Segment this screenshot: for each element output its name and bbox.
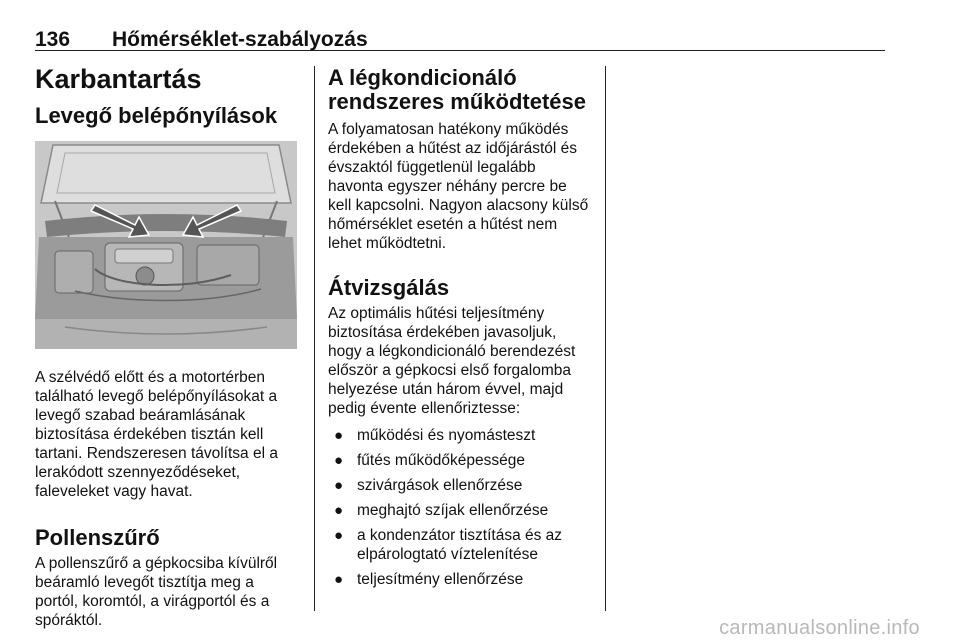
bullet-icon: ● bbox=[334, 427, 344, 444]
list-item: ● működési és nyomásteszt bbox=[334, 427, 536, 444]
ac-operation-heading-line1: A légkondicionáló bbox=[328, 65, 517, 90]
list-item: ● teljesítmény ellenőrzése bbox=[334, 571, 524, 588]
bullet-icon: ● bbox=[334, 571, 344, 588]
left-column bbox=[35, 64, 301, 630]
list-item: ● szivárgások ellenőrzése bbox=[334, 477, 523, 494]
watermark[interactable]: carmanualsonline.info bbox=[719, 617, 920, 639]
bullet-icon: ● bbox=[334, 527, 344, 544]
inspection-paragraph: Az optimális hűtési teljesítmény biztosítása érdekében javasoljuk, hogy a légkondicionáló berendezést először a gépkocsi első forgalomba helyezése után három évvel, majd pedig évente ellenőriztesse: bbox=[328, 305, 576, 417]
running-title: Hőmérséklet-szabályozás bbox=[112, 28, 368, 51]
list-item: ● fűtés működőképessége bbox=[334, 452, 526, 469]
column-divider-2 bbox=[605, 66, 606, 611]
ac-operation-paragraph: A folyamatosan hatékony működés érdekében a hűtést az időjárástól és évszaktól függetlenül legalább havonta egyszer néhány percre be kell kapcsolni. Nagyon alacsony külső hőmérséklet esetén a hűtést nem lehet működtetni. bbox=[328, 121, 589, 252]
section-title: Karbantartás bbox=[35, 64, 202, 94]
inspection-checklist bbox=[328, 426, 594, 589]
bullet-icon: ● bbox=[334, 502, 344, 519]
pollen-filter-heading: Pollenszűrő bbox=[35, 525, 160, 550]
list-item: ● a kondenzátor tisztítása és az elpárologtató víztelenítése bbox=[334, 527, 563, 563]
middle-column bbox=[328, 66, 594, 595]
inspection-heading: Átvizsgálás bbox=[328, 275, 450, 300]
page-number: 136 bbox=[35, 28, 71, 51]
engine-bay-illustration bbox=[35, 141, 297, 349]
list-item: ● meghajtó szíjak ellenőrzése bbox=[334, 502, 549, 519]
pollen-filter-paragraph: A pollenszűrő a gépkocsiba kívülről beáramló levegőt tisztítja meg a portól, koromtól, a virágportól és a spóráktól. bbox=[35, 555, 278, 629]
column-divider-1 bbox=[314, 66, 315, 611]
air-inlets-heading: Levegő belépőnyílások bbox=[35, 103, 278, 128]
bullet-icon: ● bbox=[334, 477, 344, 494]
bullet-icon: ● bbox=[334, 452, 344, 469]
engine-bay-drawing bbox=[35, 141, 297, 349]
ac-operation-heading-line2: rendszeres működtetése bbox=[328, 89, 586, 114]
page-header bbox=[35, 28, 885, 51]
air-inlets-paragraph: A szélvédő előtt és a motortérben található levegő belépőnyílásokat a levegő szabad beáramlásának biztosítása érdekében tisztán kell tartani. Rendszeresen távolítsa el a lerakódott szennyeződéseket, faleveleket vagy havat. bbox=[35, 369, 278, 500]
